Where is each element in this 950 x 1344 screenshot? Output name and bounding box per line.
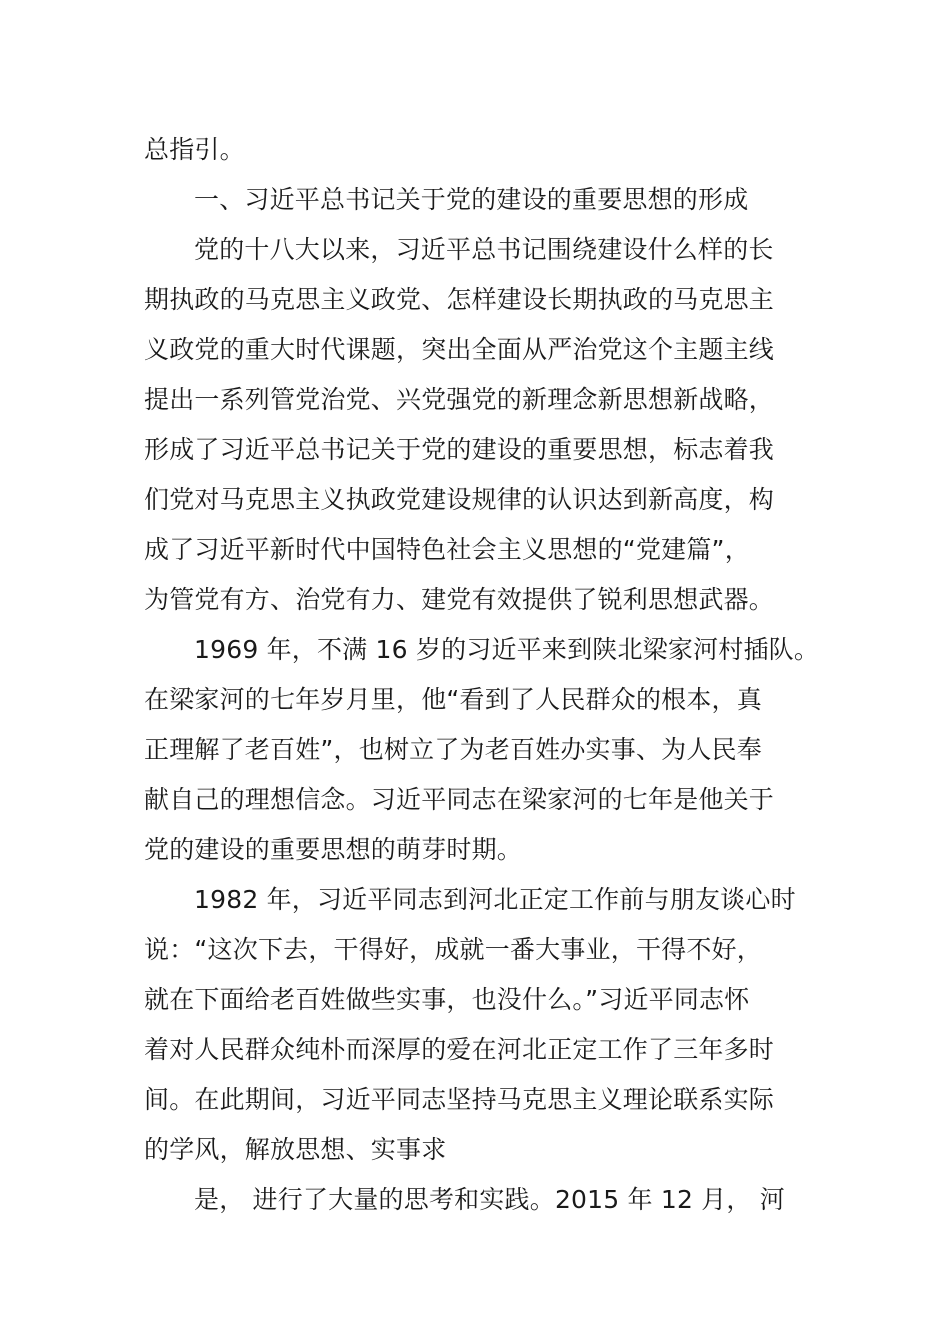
body-text-line: 就在下面给老百姓做些实事，也没什么。”习近平同志怀 [144, 985, 750, 1014]
body-text-line: 们党对马克思主义执政党建设规律的认识达到新高度，构 [144, 485, 775, 514]
body-text-line: 为管党有方、治党有力、建党有效提供了锐利思想武器。 [144, 585, 775, 614]
body-text-line: 1969 年，不满 16 岁的习近平来到陕北梁家河村插队。 [194, 635, 820, 664]
body-text-line: 着对人民群众纯朴而深厚的爱在河北正定工作了三年多时 [144, 1035, 775, 1064]
body-text-line: 成了习近平新时代中国特色社会主义思想的“党建篇”， [144, 535, 750, 564]
body-text-line: 间。在此期间，习近平同志坚持马克思主义理论联系实际 [144, 1085, 775, 1114]
body-text-line: 在梁家河的七年岁月里，他“看到了人民群众的根本，真 [144, 685, 762, 714]
body-text-line: 总指引。 [144, 135, 245, 164]
body-text-line: 义政党的重大时代课题，突出全面从严治党这个主题主线 [144, 335, 775, 364]
section-heading: 一、习近平总书记关于党的建设的重要思想的形成 [194, 185, 749, 214]
body-text-line: 献自己的理想信念。习近平同志在梁家河的七年是他关于 [144, 785, 775, 814]
body-text-line: 正理解了老百姓”，也树立了为老百姓办实事、为人民奉 [144, 735, 762, 764]
body-text-line: 党的建设的重要思想的萌芽时期。 [144, 835, 523, 864]
body-text-line: 1982 年，习近平同志到河北正定工作前与朋友谈心时 [194, 885, 796, 914]
body-text-line: 的学风，解放思想、实事求 [144, 1135, 447, 1164]
body-text-line: 党的十八大以来，习近平总书记围绕建设什么样的长 [194, 235, 774, 264]
body-text-line: 提出一系列管党治党、兴党强党的新理念新思想新战略， [144, 385, 775, 414]
body-text-line: 形成了习近平总书记关于党的建设的重要思想，标志着我 [144, 435, 775, 464]
body-text-line: 说：“这次下去，干得好，成就一番大事业，干得不好， [144, 935, 762, 964]
body-text-line: 是， 进行了大量的思考和实践。2015 年 12 月， 河 [194, 1185, 785, 1214]
body-text-line: 期执政的马克思主义政党、怎样建设长期执政的马克思主 [144, 285, 775, 314]
